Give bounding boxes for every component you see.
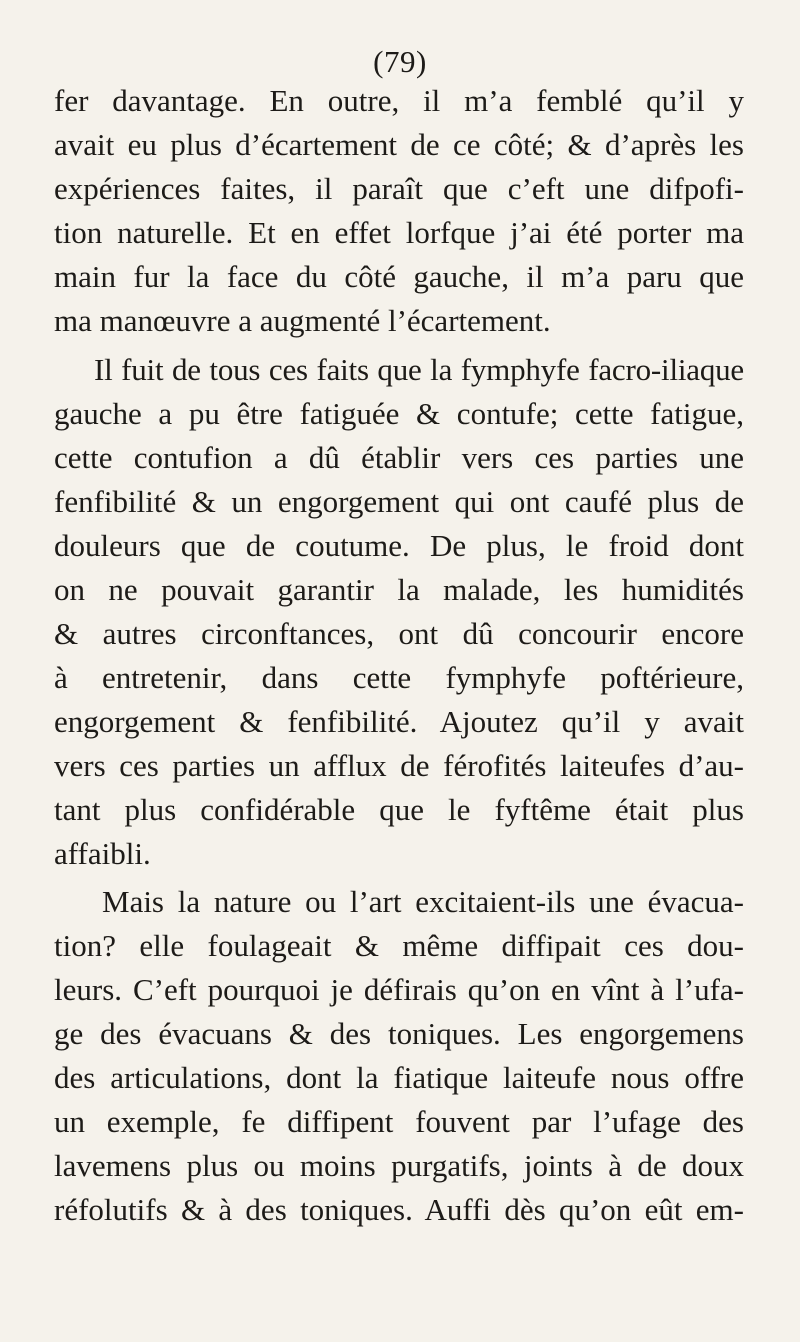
paragraph-1-line-4: tion naturelle. Et en effet lorfque j’ai été porter ma	[54, 215, 744, 250]
paragraph-3-line-3: leurs. C’eft pourquoi je défirais qu’on en vînt à l’ufa-	[54, 972, 744, 1007]
paragraph-2-line-4: fenfibilité & un engorgement qui ont caufé plus de	[54, 484, 744, 519]
paragraph-3-line-4: ge des évacuans & des toniques. Les engorgemens	[54, 1016, 744, 1051]
paragraph-2-line-1: Il fuit de tous ces faits que la fymphyfe facro-iliaque	[94, 352, 744, 387]
paragraph-2-line-3: cette contufion a dû établir vers ces parties une	[54, 440, 744, 475]
paragraph-2-line-9: engorgement & fenfibilité. Ajoutez qu’il y avait	[54, 704, 744, 739]
paragraph-2-line-2: gauche a pu être fatiguée & contufe; cette fatigue,	[54, 396, 744, 431]
paragraph-3-line-8: réfolutifs & à des toniques. Auffi dès qu’on eût em-	[54, 1192, 744, 1227]
paragraph-2-line-8: à entretenir, dans cette fymphyfe poftérieure,	[54, 660, 744, 695]
paragraph-3-line-5: des articulations, dont la fiatique laiteufe nous offre	[54, 1060, 744, 1095]
paragraph-3-line-6: un exemple, fe diffipent fouvent par l’ufage des	[54, 1104, 744, 1139]
paragraph-2-line-5: douleurs que de coutume. De plus, le froid dont	[54, 528, 744, 563]
paragraph-3-line-7: lavemens plus ou moins purgatifs, joints à de doux	[54, 1148, 744, 1183]
paragraph-1-line-3: expériences faites, il paraît que c’eft une difpofi-	[54, 171, 744, 206]
paragraph-2-line-6: on ne pouvait garantir la malade, les humidités	[54, 572, 744, 607]
paragraph-1-line-2: avait eu plus d’écartement de ce côté; & d’après les	[54, 127, 744, 162]
paragraph-1-line-5: main fur la face du côté gauche, il m’a paru que	[54, 259, 744, 294]
paragraph-3-line-2: tion? elle foulageait & même diffipait ces dou-	[54, 928, 744, 963]
paragraph-3-line-1: Mais la nature ou l’art excitaient-ils une évacua-	[102, 884, 744, 919]
paragraph-1-line-6: ma manœuvre a augmenté l’écartement.	[54, 303, 551, 338]
paragraph-1-line-1: fer davantage. En outre, il m’a femblé qu’il y	[54, 83, 744, 118]
paragraph-2-line-11: tant plus confidérable que le fyftême était plus	[54, 792, 744, 827]
page-number: (79)	[373, 44, 427, 79]
paragraph-2-line-10: vers ces parties un afflux de férofités laiteufes d’au-	[54, 748, 744, 783]
paragraph-2-line-12: affaibli.	[54, 836, 151, 871]
paragraph-2-line-7: & autres circonftances, ont dû concourir encore	[54, 616, 744, 651]
